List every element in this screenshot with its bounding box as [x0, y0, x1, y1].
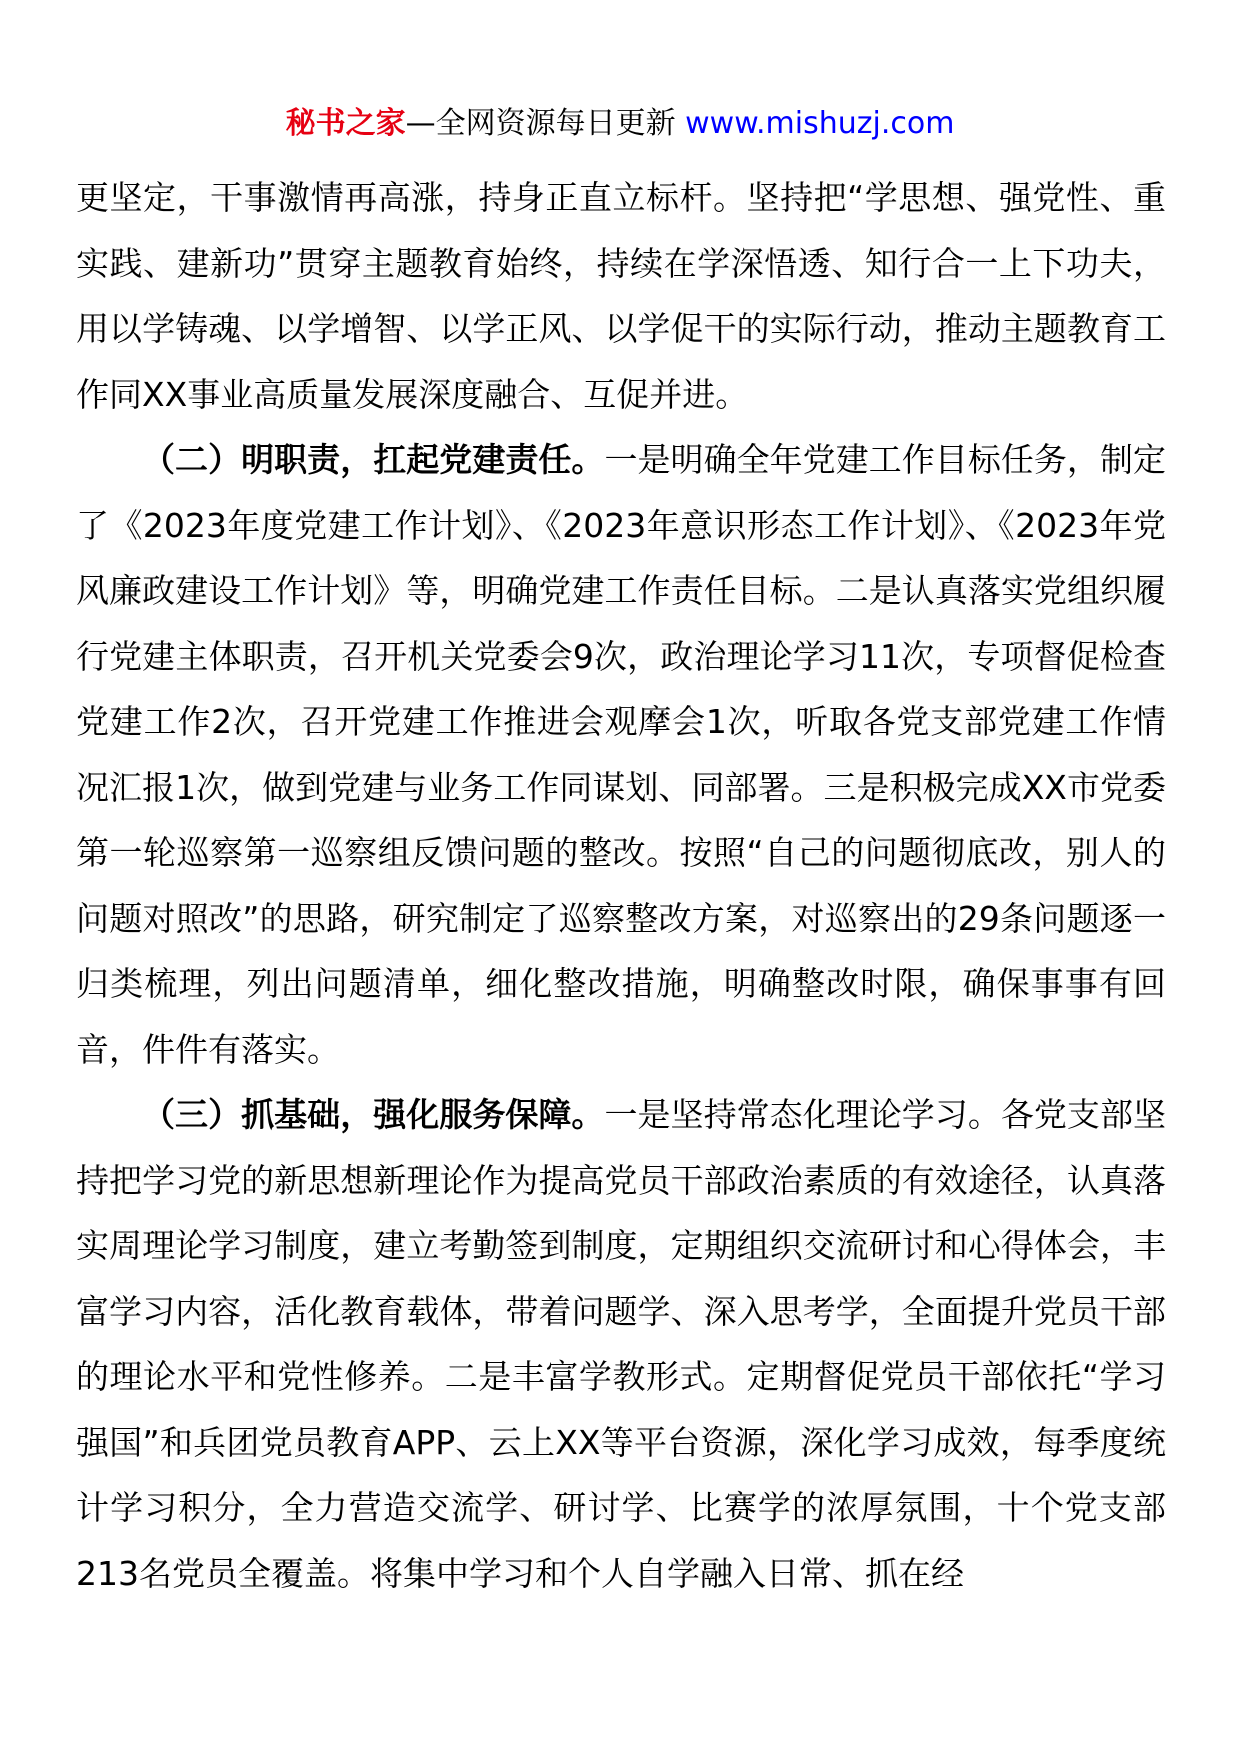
document-body	[76, 165, 1166, 1606]
paragraph-2-text: 一是明确全年党建工作目标任务，制定了《2023年度党建工作计划》、《2023年意识形态工作计划》、《2023年党风廉政建设工作计划》等，明确党建工作责任目标。二是认真落实党组织履行党建主体职责，召开机关党委会9次，政治理论学习11次，专项督促检查党建工作2次，召开党建工作推进会观摩会1次，听取各党支部党建工作情况汇报1次，做到党建与业务工作同谋划、同部署。三是积极完成XX市党委第一轮巡察第一巡察组反馈问题的整改。按照“自己的问题彻底改，别人的问题对照改”的思路，研究制定了巡察整改方案，对巡察出的29条问题逐一归类梳理，列出问题清单，细化整改措施，明确整改时限，确保事事有回音，件件有落实。	[76, 440, 1167, 1069]
paragraph-1-text: 更坚定，干事激情再高涨，持身正直立标杆。坚持把“学思想、强党性、重实践、建新功”贯穿主题教育始终，持续在学深悟透、知行合一上下功夫，用以学铸魂、以学增智、以学正风、以学促干的实际行动，推动主题教育工作同XX事业高质量发展深度融合、互促并进。	[76, 178, 1166, 414]
paragraph-3-text: 一是坚持常态化理论学习。各党支部坚持把学习党的新思想新理论作为提高党员干部政治素质的有效途径，认真落实周理论学习制度，建立考勤签到制度，定期组织交流研讨和心得体会，丰富学习内容，活化教育载体，带着问题学、深入思考学，全面提升党员干部的理论水平和党性修养。二是丰富学教形式。定期督促党员干部依托“学习强国”和兵团党员教育APP、云上XX等平台资源，深化学习成效，每季度统计学习积分，全力营造交流学、研讨学、比赛学的浓厚氛围，十个党支部213名党员全覆盖。将集中学习和个人自学融入日常、抓在经	[76, 1095, 1167, 1593]
site-url-link[interactable]: www.mishuzj.com	[685, 106, 955, 141]
section-heading-2: （二）明职责，扛起党建责任。	[142, 440, 605, 479]
paragraph-2	[76, 427, 1166, 1082]
paragraph-3	[76, 1082, 1166, 1606]
section-heading-3: （三）抓基础，强化服务保障。	[142, 1095, 605, 1134]
site-header	[0, 100, 1240, 148]
site-tagline: —全网资源每日更新	[405, 106, 686, 141]
site-brand: 秘书之家	[285, 106, 406, 141]
paragraph-1	[76, 165, 1166, 427]
